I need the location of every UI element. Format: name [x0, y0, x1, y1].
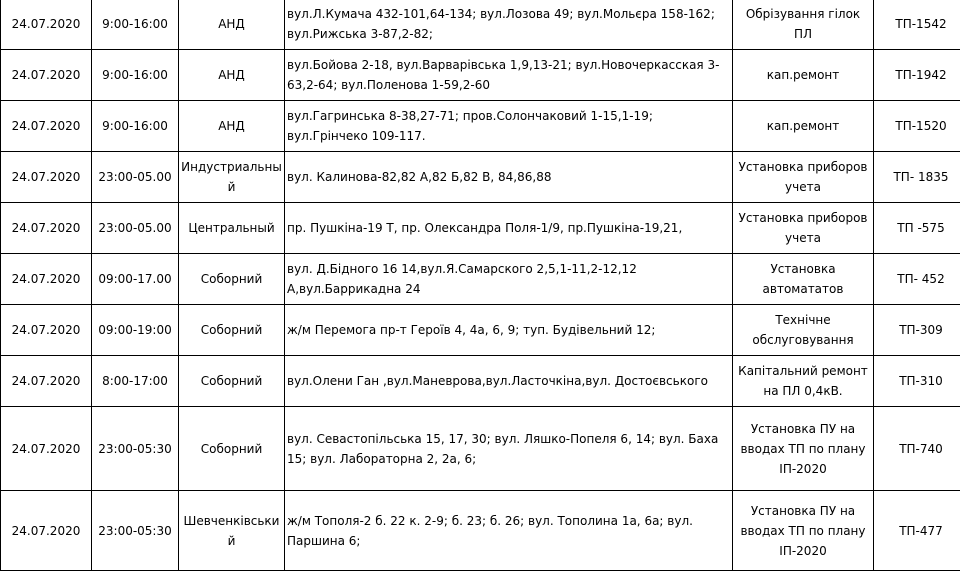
table-row [1, 203, 960, 254]
date-cell: 24.07.2020 [1, 356, 92, 407]
substation-cell: ТП -575 [874, 203, 960, 254]
table-row [1, 254, 960, 305]
substation-cell: ТП- 1835 [874, 152, 960, 203]
address-cell: пр. Пушкіна-19 Т, пр. Олександра Поля-1/9, пр.Пушкіна-19,21, [285, 203, 733, 254]
time-cell: 23:00-05:30 [92, 491, 179, 571]
address-cell: вул. Севастопільська 15, 17, 30; вул. Ляшко-Попеля 6, 14; вул. Баха 15; вул. Лабораторна 2, 2а, 6; [285, 407, 733, 491]
substation-cell: ТП-309 [874, 305, 960, 356]
date-cell: 24.07.2020 [1, 305, 92, 356]
work-type-cell: Установка приборов учета [733, 203, 874, 254]
work-type-cell: кап.ремонт [733, 50, 874, 101]
work-type-cell: кап.ремонт [733, 101, 874, 152]
work-type-cell: Установка приборов учета [733, 152, 874, 203]
time-cell: 09:00-17.00 [92, 254, 179, 305]
substation-cell: ТП-477 [874, 491, 960, 571]
work-type-cell: Установка автомататов [733, 254, 874, 305]
date-cell: 24.07.2020 [1, 101, 92, 152]
date-cell: 24.07.2020 [1, 203, 92, 254]
work-type-cell: Обрізування гілок ПЛ [733, 0, 874, 50]
table-row [1, 0, 960, 50]
district-cell: Шевченківський [179, 491, 285, 571]
date-cell: 24.07.2020 [1, 254, 92, 305]
time-cell: 23:00-05.00 [92, 152, 179, 203]
substation-cell: ТП-740 [874, 407, 960, 491]
time-cell: 9:00-16:00 [92, 101, 179, 152]
district-cell: Центральный [179, 203, 285, 254]
substation-cell: ТП- 452 [874, 254, 960, 305]
date-cell: 24.07.2020 [1, 0, 92, 50]
time-cell: 23:00-05.00 [92, 203, 179, 254]
work-type-cell: Установка ПУ на вводах ТП по плану ІП-2020 [733, 491, 874, 571]
district-cell: АНД [179, 50, 285, 101]
date-cell: 24.07.2020 [1, 152, 92, 203]
table-row [1, 356, 960, 407]
address-cell: вул. Д.Бідного 16 14,вул.Я.Самарского 2,5,1-11,2-12,12 А,вул.Баррикадна 24 [285, 254, 733, 305]
table-row [1, 50, 960, 101]
district-cell: АНД [179, 0, 285, 50]
time-cell: 9:00-16:00 [92, 50, 179, 101]
table-row [1, 101, 960, 152]
address-cell: вул.Олени Ган ,вул.Маневрова,вул.Ласточкіна,вул. Достоєвського [285, 356, 733, 407]
time-cell: 8:00-17:00 [92, 356, 179, 407]
district-cell: Соборний [179, 254, 285, 305]
work-type-cell: Капітальний ремонт на ПЛ 0,4кВ. [733, 356, 874, 407]
address-cell: ж/м Перемога пр-т Героїв 4, 4а, 6, 9; туп. Будівельний 12; [285, 305, 733, 356]
address-cell: ж/м Тополя-2 б. 22 к. 2-9; б. 23; б. 26; вул. Тополина 1а, 6а; вул. Паршина 6; [285, 491, 733, 571]
district-cell: Соборний [179, 356, 285, 407]
district-cell: Соборний [179, 407, 285, 491]
date-cell: 24.07.2020 [1, 50, 92, 101]
substation-cell: ТП-1942 [874, 50, 960, 101]
table-row [1, 305, 960, 356]
district-cell: Индустриальный [179, 152, 285, 203]
district-cell: Соборний [179, 305, 285, 356]
date-cell: 24.07.2020 [1, 407, 92, 491]
time-cell: 23:00-05:30 [92, 407, 179, 491]
substation-cell: ТП-1542 [874, 0, 960, 50]
substation-cell: ТП-1520 [874, 101, 960, 152]
table-row [1, 407, 960, 491]
time-cell: 9:00-16:00 [92, 0, 179, 50]
address-cell: вул.Бойова 2-18, вул.Варварівська 1,9,13-21; вул.Новочеркасская 3-63,2-64; вул.Поленова 1-59,2-60 [285, 50, 733, 101]
address-cell: вул. Калинова-82,82 А,82 Б,82 В, 84,86,88 [285, 152, 733, 203]
address-cell: вул.Гагринська 8-38,27-71; пров.Солончаковий 1-15,1-19; вул.Грінчеко 109-117. [285, 101, 733, 152]
work-type-cell: Установка ПУ на вводах ТП по плану ІП-2020 [733, 407, 874, 491]
district-cell: АНД [179, 101, 285, 152]
work-type-cell: Технічне обслуговування [733, 305, 874, 356]
table-row [1, 491, 960, 571]
time-cell: 09:00-19:00 [92, 305, 179, 356]
date-cell: 24.07.2020 [1, 491, 92, 571]
table-row [1, 152, 960, 203]
substation-cell: ТП-310 [874, 356, 960, 407]
address-cell: вул.Л.Кумача 432-101,64-134; вул.Лозова 49; вул.Мольєра 158-162; вул.Рижська 3-87,2-82; [285, 0, 733, 50]
